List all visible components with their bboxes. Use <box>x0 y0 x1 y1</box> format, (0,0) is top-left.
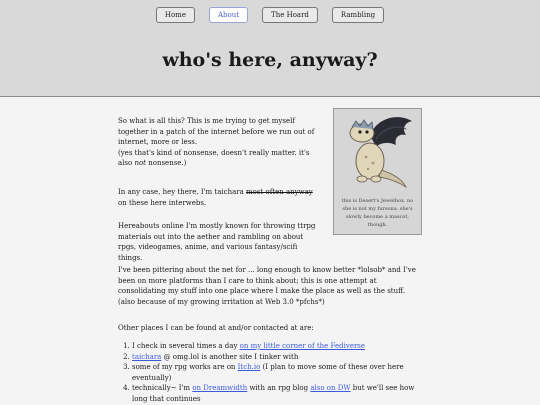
dreamwidth-link[interactable]: on Dreamwidth <box>192 384 248 393</box>
site-header <box>0 0 540 97</box>
itch-io-link[interactable]: Itch.io <box>237 363 261 372</box>
mascot-figure <box>333 108 422 235</box>
strikethrough-text: most often anyway <box>246 188 313 196</box>
list-item <box>132 362 418 383</box>
text-fragment: nonsense.) <box>146 159 187 168</box>
emphasis-text: not <box>134 159 146 168</box>
nav-about-button[interactable]: About <box>209 7 248 23</box>
text-fragment: In any case, hey there, I'm taichara <box>118 188 246 196</box>
text-fragment: (I plan to move some of these over here eventually) <box>132 363 404 382</box>
intro-paragraph-3 <box>118 221 323 263</box>
contact-intro-text: Other places I can be found at and/or contacted at are: <box>118 324 314 332</box>
text-fragment: I check in several times a day <box>132 342 240 350</box>
known-for-text: Hereabouts online I'm mostly known for throwing ttrpg materials out into the aether and rambling on about rpgs, videogames, anime, and various fantasy/scifi things. <box>118 222 316 262</box>
text-fragment: but we'll see how long that continues <box>132 384 415 403</box>
main-nav <box>0 7 540 23</box>
text-fragment: technically~ I'm <box>132 384 193 393</box>
fediverse-link[interactable]: on my little corner of the Fediverse <box>239 342 366 350</box>
page-title: who's here, anyway? <box>162 49 378 71</box>
text-fragment: with an rpg blog <box>247 384 311 393</box>
text-fragment: (yes that's kind of nonsense, doesn't really matter. it's also <box>118 148 310 168</box>
dragon-mascot-image <box>340 113 415 195</box>
intro-paragraph-1: So what is all this? This is me trying to get myself together in a patch of the internet before we run out of internet, more or less. <box>118 117 315 147</box>
nav-rambling-button[interactable]: Rambling <box>332 7 384 23</box>
history-paragraph <box>118 265 418 307</box>
text-fragment: @ omg.lol is another site I tinker with <box>161 352 299 361</box>
text-fragment: some of my rpg works are on <box>132 363 238 372</box>
intro-paragraph-1b <box>118 148 323 169</box>
figure-caption: this is Desert's Jewelbox. no she is not my fursona. she's slowly become a mascot, though. <box>341 198 414 228</box>
nav-hoard-button[interactable]: The Hoard <box>262 7 318 23</box>
contact-list-wrap <box>118 341 418 405</box>
greeting-text <box>118 187 323 208</box>
intro-paragraph-2 <box>118 187 323 208</box>
intro-column <box>118 116 323 169</box>
omg-lol-link[interactable]: taichara <box>132 352 162 361</box>
text-fragment: on these here interwebs. <box>118 198 207 207</box>
nav-home-button[interactable]: Home <box>156 7 195 23</box>
contact-list <box>118 341 418 405</box>
list-item <box>132 383 418 404</box>
dreamwidth-rpg-link[interactable]: also on DW <box>310 384 351 393</box>
contact-intro <box>118 323 418 334</box>
list-item <box>132 341 418 352</box>
history-text: I've been pittering about the net for ... long enough to know better *lolsob* and I've been on more platforms than I care to think about; this is one attempt at consolidating my stuff into one place where I make the place as well as the stuff. (also because of my growing irritation at Web 3.0 *pfchs*) <box>118 266 416 306</box>
list-item <box>132 352 418 363</box>
